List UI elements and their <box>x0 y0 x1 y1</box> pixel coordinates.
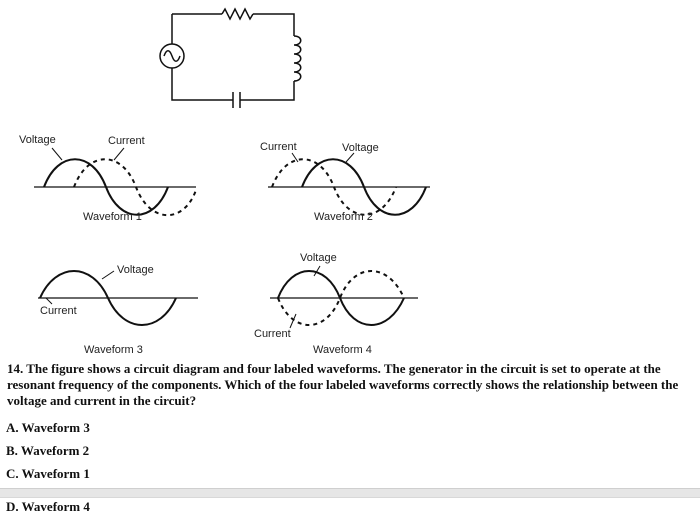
resistor-symbol <box>222 9 253 19</box>
waveform-4-current-label: Current <box>254 328 291 340</box>
waveform-4-voltage-label: Voltage <box>300 252 337 264</box>
inductor-symbol <box>294 36 301 81</box>
waveform-2-voltage-pointer <box>346 153 354 162</box>
choice-c[interactable]: C. Waveform 1 <box>6 466 90 481</box>
waveform-1-voltage-pointer <box>52 148 62 160</box>
waveform-4-current-pointer <box>290 314 296 328</box>
question-text: 14. The figure shows a circuit diagram and four labeled waveforms. The generator in the circuit is set to operate at the resonant frequency of the components. Which of the four labeled waveforms correctly shows the relationship between the voltage and current in the circuit? <box>7 361 679 408</box>
waveform-1 <box>34 148 196 215</box>
waveform-2-current-label: Current <box>260 141 297 153</box>
waveform-3-current-pointer <box>46 298 52 304</box>
circuit-diagram <box>160 9 301 108</box>
waveform-3-caption: Waveform 3 <box>84 344 143 356</box>
ac-source-sine <box>164 51 180 62</box>
waveform-1-current-label: Current <box>108 135 145 147</box>
waveform-1-current-pointer <box>114 148 124 160</box>
waveform-3-current-label: Current <box>40 305 77 317</box>
waveform-3-voltage-label: Voltage <box>117 264 154 276</box>
waveform-1-voltage-label: Voltage <box>19 134 56 146</box>
choice-divider <box>0 488 700 498</box>
waveform-2-voltage-label: Voltage <box>342 142 379 154</box>
waveform-1-caption: Waveform 1 <box>83 211 142 223</box>
choice-b[interactable]: B. Waveform 2 <box>6 443 90 458</box>
circuit-wire-bottom-left <box>172 68 233 100</box>
circuit-wire-top-right <box>253 14 294 36</box>
waveform-2-caption: Waveform 2 <box>314 211 373 223</box>
waveform-2 <box>268 153 430 215</box>
choice-d[interactable]: D. Waveform 4 <box>6 499 90 514</box>
waveform-4-caption: Waveform 4 <box>313 344 372 356</box>
waveform-4 <box>270 266 418 328</box>
waveform-3-voltage-pointer <box>102 271 114 279</box>
choice-a[interactable]: A. Waveform 3 <box>6 420 90 435</box>
circuit-wire-right-bottom <box>240 81 294 100</box>
